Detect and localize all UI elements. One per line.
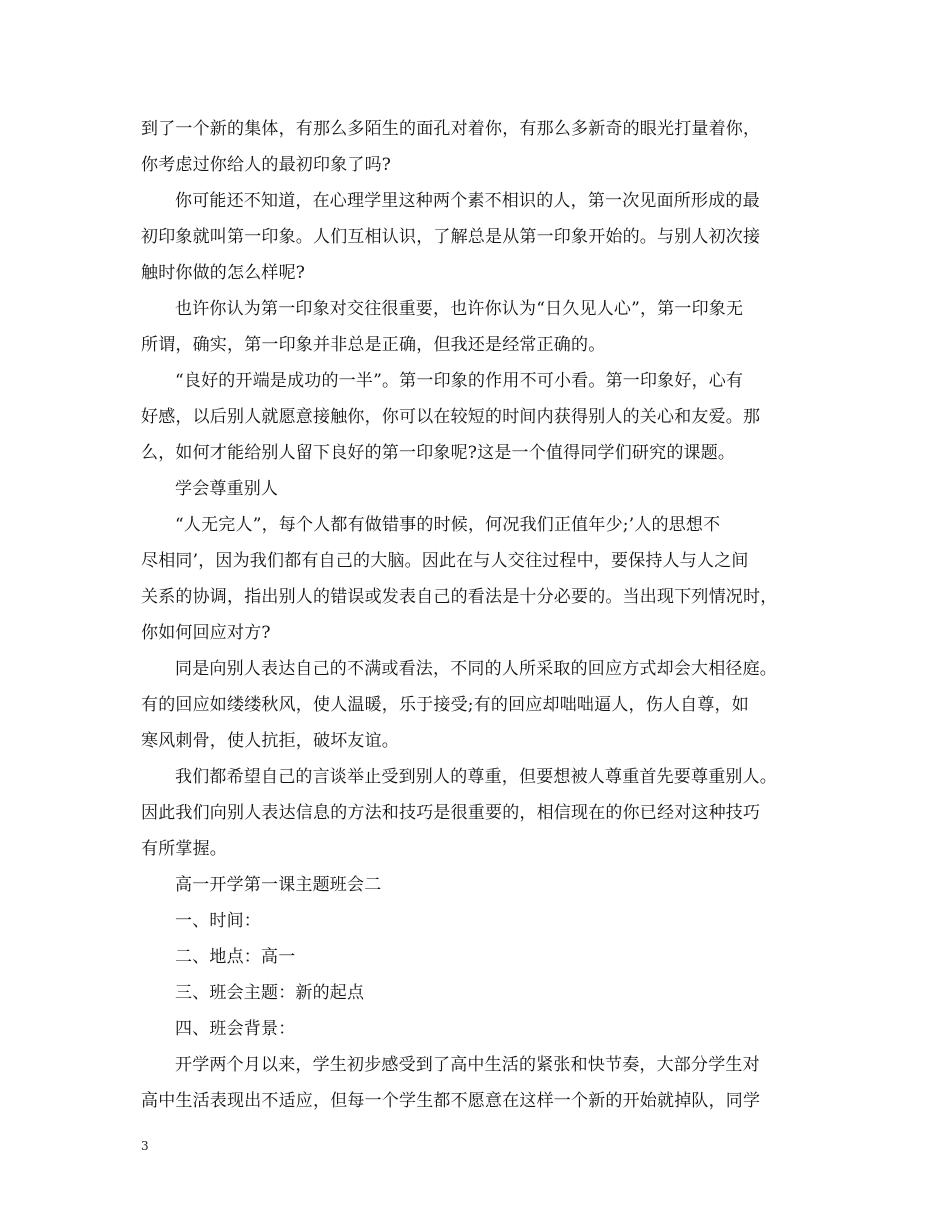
text-line: 高中生活表现出不适应，但每一个学生都不愿意在这样一个新的开始就掉队，同学 <box>141 1091 761 1111</box>
text-line: 你可能还不知道，在心理学里这种两个素不相识的人，第一次见面所形成的最 <box>175 191 760 211</box>
text-line: 所谓，确实，第一印象并非总是正确，但我还是经常正确的。 <box>141 335 606 355</box>
section-heading: 学会尊重别人 <box>175 479 279 499</box>
text-line: 么，如何才能给别人留下良好的第一印象呢?这是一个值得同学们研究的课题。 <box>141 443 736 463</box>
text-line: 也许你认为第一印象对交往很重要，也许你认为“日久见人心”，第一印象无 <box>175 299 744 319</box>
list-item: 一、时间： <box>175 911 261 931</box>
text-line: 寒风刺骨，使人抗拒，破坏友谊。 <box>141 731 399 751</box>
text-line: 到了一个新的集体，有那么多陌生的面孔对着你，有那么多新奇的眼光打量着你， <box>141 119 761 139</box>
text-line: 有所掌握。 <box>141 839 227 859</box>
list-item: 四、班会背景： <box>175 1019 296 1039</box>
text-line: 因此我们向别人表达信息的方法和技巧是很重要的，相信现在的你已经对这种技巧 <box>141 803 761 823</box>
text-line: 我们都希望自己的言谈举止受到别人的尊重，但要想被人尊重首先要尊重别人。 <box>175 767 777 787</box>
list-item: 二、地点：高一 <box>175 947 296 967</box>
text-line: “良好的开端是成功的一半”。第一印象的作用不可小看。第一印象好，心有 <box>175 371 744 391</box>
text-line: 关系的协调，指出别人的错误或发表自己的看法是十分必要的。当出现下列情况时， <box>141 587 778 607</box>
text-line: 同是向别人表达自己的不满或看法，不同的人所采取的回应方式却会大相径庭。 <box>175 659 777 679</box>
text-line: 初印象就叫第一印象。人们互相认识，了解总是从第一印象开始的。与别人初次接 <box>141 227 761 247</box>
list-item: 三、班会主题：新的起点 <box>175 983 365 1003</box>
text-line: 尽相同’，因为我们都有自己的大脑。因此在与人交往过程中，要保持人与人之间 <box>141 551 749 571</box>
text-line: 好感，以后别人就愿意接触你，你可以在较短的时间内获得别人的关心和友爱。那 <box>141 407 761 427</box>
section-heading: 高一开学第一课主题班会二 <box>175 875 382 895</box>
text-line: 有的回应如缕缕秋风，使人温暖，乐于接受;有的回应却咄咄逼人，伤人自尊，如 <box>141 695 749 715</box>
text-line: 触时你做的怎么样呢? <box>141 263 306 283</box>
text-line: 开学两个月以来，学生初步感受到了高中生活的紧张和快节奏，大部分学生对 <box>175 1055 760 1075</box>
page-number: 3 <box>141 1139 149 1153</box>
text-line: 你考虑过你给人的最初印象了吗? <box>141 155 392 175</box>
text-line: “人无完人”，每个人都有做错事的时候，何况我们正值年少;’人的思想不 <box>175 515 721 535</box>
text-line: 你如何回应对方? <box>141 623 271 643</box>
